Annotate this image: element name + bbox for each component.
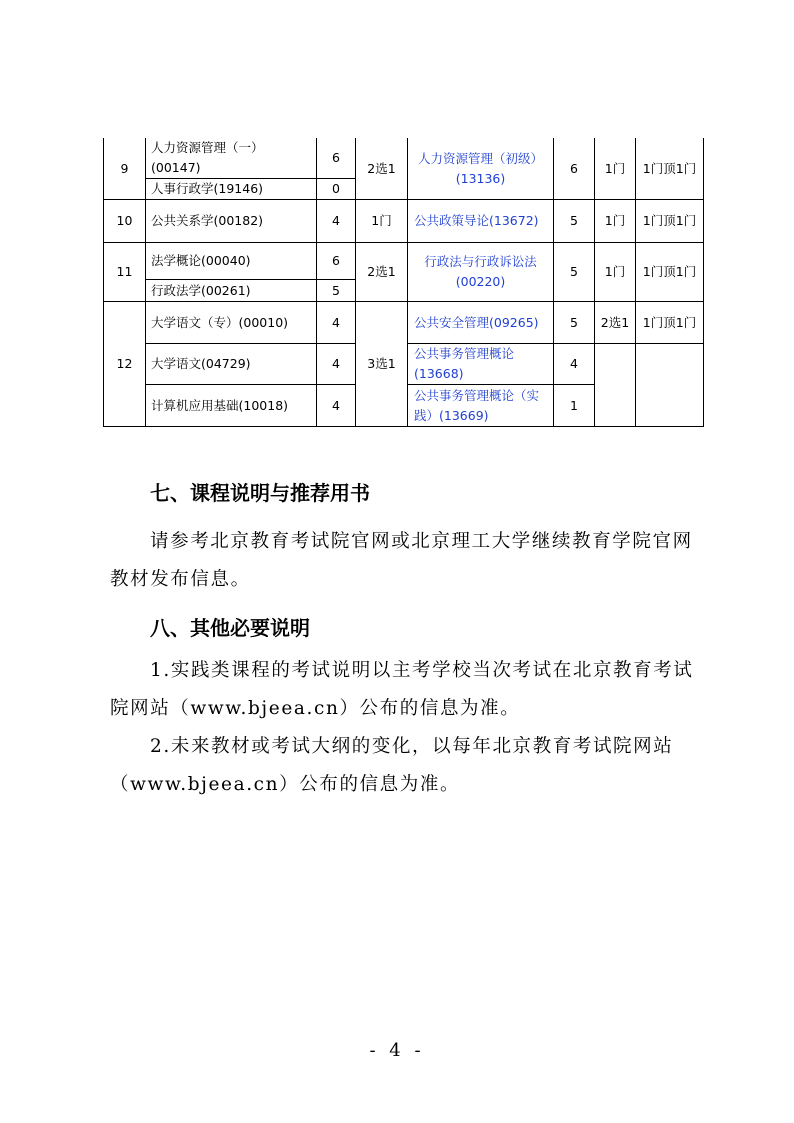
new-course-choice: 1门 <box>595 138 636 200</box>
course-replacement-table <box>103 138 704 427</box>
paragraph-text: 请参考北京教育考试院官网或北京理工大学继续教育学院官网教材发布信息。 <box>110 531 693 590</box>
old-course-name: 计算机应用基础(10018) <box>146 385 317 427</box>
old-course-credit: 4 <box>317 200 356 243</box>
row-number: 10 <box>104 200 146 243</box>
old-course-name: 公共关系学(00182) <box>146 200 317 243</box>
old-course-name: 大学语文（专）(00010) <box>146 302 317 344</box>
old-course-choice: 1门 <box>356 200 408 243</box>
new-course-choice: 1门 <box>595 243 636 302</box>
new-course-choice: 1门 <box>595 200 636 243</box>
old-course-credit: 6 <box>317 243 356 280</box>
old-course-name: 行政法学(00261) <box>146 280 317 302</box>
old-course-choice: 3选1 <box>356 302 408 427</box>
old-course-credit: 5 <box>317 280 356 302</box>
empty-cell <box>595 344 636 427</box>
old-course-name: 大学语文(04729) <box>146 344 317 385</box>
row-number: 12 <box>104 302 146 427</box>
replacement-rule: 1门顶1门 <box>636 200 704 243</box>
new-course-name: 人力资源管理（初级）(13136) <box>408 138 554 200</box>
old-course-choice: 2选1 <box>356 243 408 302</box>
page-number: - 4 - <box>369 1040 425 1061</box>
new-course-choice: 2选1 <box>595 302 636 344</box>
replacement-rule: 1门顶1门 <box>636 243 704 302</box>
table-row <box>104 138 704 179</box>
new-course-name: 公共安全管理(09265) <box>408 302 554 344</box>
replacement-rule: 1门顶1门 <box>636 302 704 344</box>
row-number: 9 <box>104 138 146 200</box>
new-course-credit: 5 <box>554 243 595 302</box>
old-course-credit: 4 <box>317 344 356 385</box>
new-course-credit: 4 <box>554 344 595 385</box>
old-course-credit: 4 <box>317 385 356 427</box>
section-paragraph <box>110 523 710 599</box>
old-course-credit: 6 <box>317 138 356 179</box>
table-row <box>104 200 704 243</box>
empty-cell <box>636 344 704 427</box>
new-course-name: 行政法与行政诉讼法(00220) <box>408 243 554 302</box>
section-heading: 八、其他必要说明 <box>150 616 310 640</box>
paragraph-text: 1.实践类课程的考试说明以主考学校当次考试在北京教育考试院网站（www.bjeea.cn）公布的信息为准。 <box>110 660 694 719</box>
new-course-name: 公共政策导论(13672) <box>408 200 554 243</box>
new-course-credit: 5 <box>554 302 595 344</box>
new-course-name: 公共事务管理概论（实践）(13669) <box>408 385 554 427</box>
old-course-choice: 2选1 <box>356 138 408 200</box>
table-row <box>104 302 704 344</box>
old-course-name: 人力资源管理（一）(00147) <box>146 138 317 179</box>
old-course-credit: 4 <box>317 302 356 344</box>
row-number: 11 <box>104 243 146 302</box>
old-course-name: 人事行政学(19146) <box>146 179 317 200</box>
replacement-rule: 1门顶1门 <box>636 138 704 200</box>
new-course-credit: 1 <box>554 385 595 427</box>
new-course-credit: 6 <box>554 138 595 200</box>
table-row <box>104 243 704 280</box>
section-paragraph <box>110 652 710 804</box>
old-course-name: 法学概论(00040) <box>146 243 317 280</box>
old-course-credit: 0 <box>317 179 356 200</box>
section-heading: 七、课程说明与推荐用书 <box>150 481 370 505</box>
new-course-name: 公共事务管理概论(13668) <box>408 344 554 385</box>
paragraph-text: 2.未来教材或考试大纲的变化，以每年北京教育考试院网站（www.bjeea.cn）公布的信息为准。 <box>110 736 674 795</box>
new-course-credit: 5 <box>554 200 595 243</box>
